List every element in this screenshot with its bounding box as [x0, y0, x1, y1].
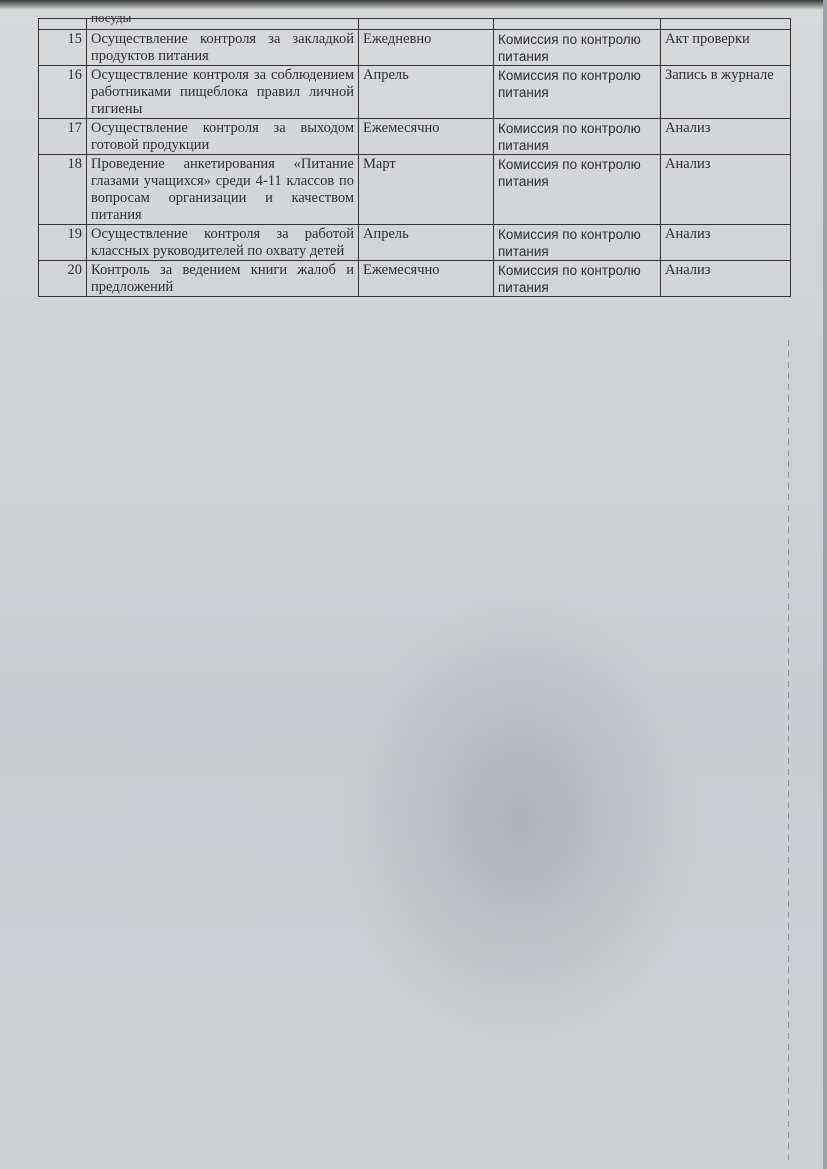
row-number: 16: [39, 66, 87, 119]
row-period: Апрель: [359, 66, 494, 119]
row-result: Анализ: [661, 261, 791, 297]
row-number: 19: [39, 225, 87, 261]
table-row: [39, 30, 791, 66]
row-result: Анализ: [661, 155, 791, 225]
row-result: Запись в журнале: [661, 66, 791, 119]
row-number: 20: [39, 261, 87, 297]
row-action: Осуществление контроля за выходом готовой продукции: [87, 119, 359, 155]
row-result: Анализ: [661, 225, 791, 261]
row-action: Контроль за ведением книги жалоб и предложений: [87, 261, 359, 297]
row-period: Апрель: [359, 225, 494, 261]
row-number: 15: [39, 30, 87, 66]
row-period: Ежемесячно: [359, 119, 494, 155]
row-responsible: Комиссия по контролю питания: [494, 66, 661, 119]
row-action: Осуществление контроля за закладкой продуктов питания: [87, 30, 359, 66]
food-control-plan-table: [38, 10, 791, 297]
row-responsible: Комиссия по контролю питания: [494, 261, 661, 297]
row-responsible: Комиссия по контролю питания: [494, 119, 661, 155]
table-row: [39, 66, 791, 119]
row-responsible: [494, 19, 661, 30]
table-row: [39, 155, 791, 225]
row-action: Осуществление контроля за соблюдением работниками пищеблока правил личной гигиены: [87, 66, 359, 119]
row-period: Ежемесячно: [359, 261, 494, 297]
row-result: [661, 19, 791, 30]
row-action: Осуществление контроля за работой классных руководителей по охвату детей: [87, 225, 359, 261]
table-row: [39, 261, 791, 297]
row-action: Проведение анкетирования «Питание глазами учащихся» среди 4-11 классов по вопросам организации и качеством питания: [87, 155, 359, 225]
row-number: 17: [39, 119, 87, 155]
row-result: Анализ: [661, 119, 791, 155]
row-responsible: Комиссия по контролю питания: [494, 155, 661, 225]
row-number: [39, 19, 87, 30]
row-result: Акт проверки: [661, 30, 791, 66]
row-period: [359, 19, 494, 30]
row-responsible: Комиссия по контролю питания: [494, 225, 661, 261]
table-row-partial: [39, 19, 791, 30]
row-responsible: Комиссия по контролю питания: [494, 30, 661, 66]
scan-top-shadow: [0, 0, 827, 10]
scan-right-edge: [823, 0, 827, 1169]
table-row: [39, 225, 791, 261]
row-action: посуды: [87, 19, 359, 30]
row-period: Ежедневно: [359, 30, 494, 66]
row-period: Март: [359, 155, 494, 225]
row-number: 18: [39, 155, 87, 225]
paper-fold-line: [788, 340, 789, 1160]
table-row: [39, 119, 791, 155]
